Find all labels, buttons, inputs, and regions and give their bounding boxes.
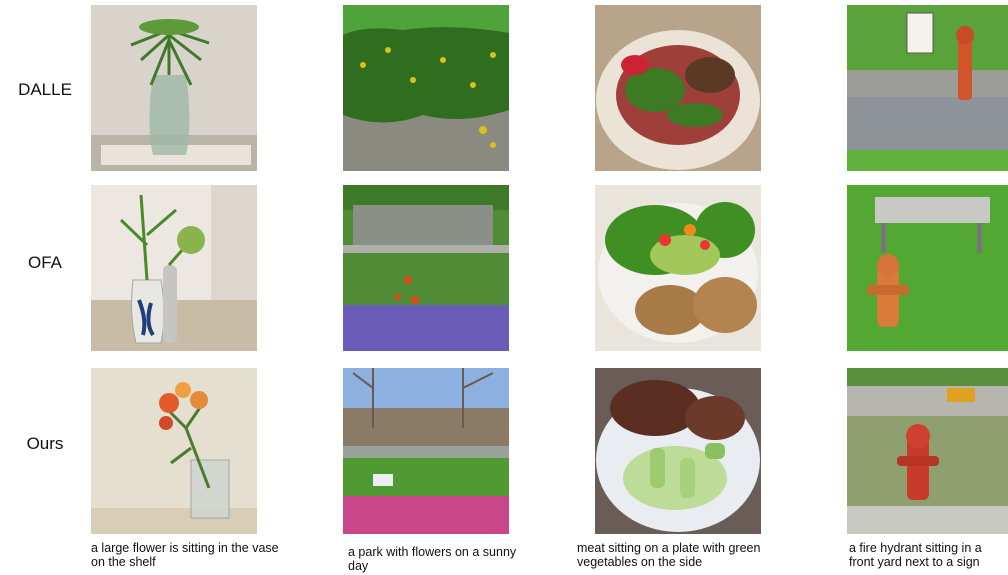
row-label-ofa: OFA xyxy=(27,253,62,272)
ours-hydrant-image xyxy=(847,368,1008,534)
ofa-meat-image xyxy=(595,185,761,351)
dalle-vase-image xyxy=(91,5,257,171)
ours-park-image xyxy=(343,368,509,534)
caption-meat: meat sitting on a plate with green vegetables on the side xyxy=(577,541,761,569)
row-label-ours: Ours xyxy=(26,434,64,453)
dalle-meat-image xyxy=(595,5,761,171)
dalle-park-image xyxy=(343,5,509,171)
caption-park: a park with flowers on a sunny day xyxy=(348,545,517,573)
ours-meat-image xyxy=(595,368,761,534)
ours-vase-image xyxy=(91,368,257,534)
caption-hydrant: a fire hydrant sitting in a front yard next to a sign xyxy=(849,541,982,569)
ofa-vase-image xyxy=(91,185,257,351)
ofa-hydrant-image xyxy=(847,185,1008,351)
caption-vase: a large flower is sitting in the vase on the shelf xyxy=(91,541,279,569)
dalle-hydrant-image xyxy=(847,5,1008,171)
ofa-park-image xyxy=(343,185,509,351)
row-label-dalle: DALLE xyxy=(18,80,72,99)
